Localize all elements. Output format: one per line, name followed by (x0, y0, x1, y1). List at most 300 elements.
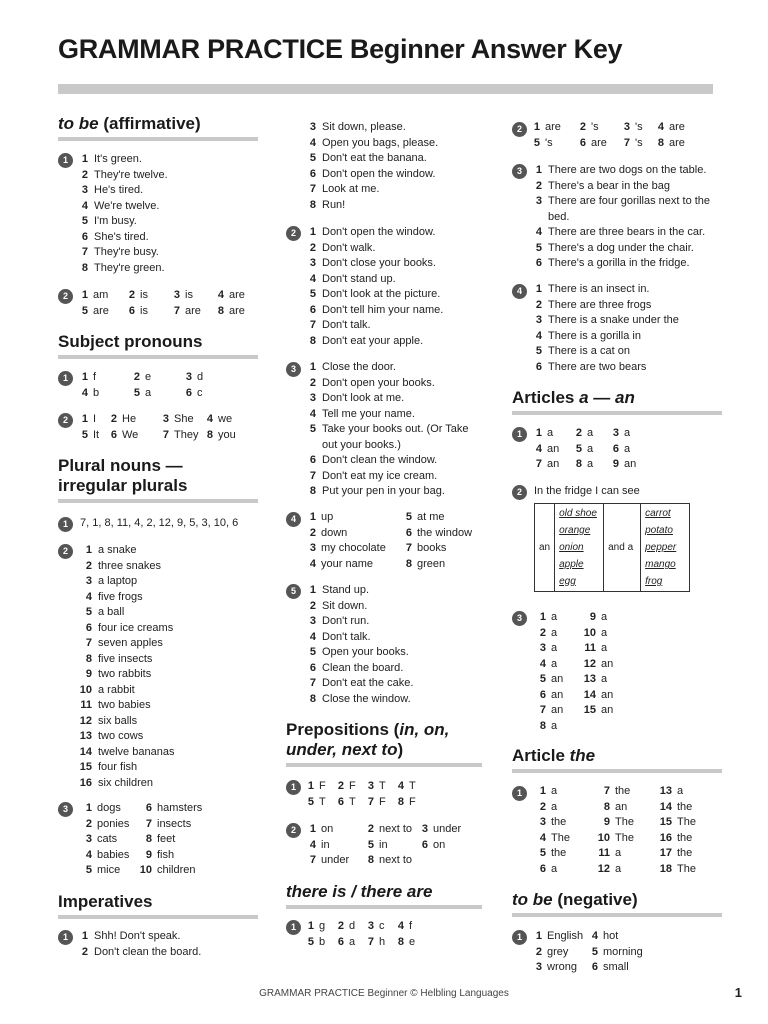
answer-item (366, 935, 385, 951)
answer-text: children (157, 864, 196, 876)
answer-text: the (615, 785, 631, 797)
item-number: 2 (579, 121, 586, 133)
answer-text: There is a snake under the (548, 314, 679, 326)
item-number: 8 (603, 800, 610, 813)
answer-text: green (417, 557, 446, 570)
page-title: GRAMMAR PRACTICE Beginner Answer Key (58, 34, 623, 64)
answer-item (596, 784, 630, 800)
item-number: 3 (539, 642, 546, 654)
exercise-number-badge: 1 (512, 427, 527, 442)
title-rule (58, 84, 713, 94)
item-number: 3 (309, 392, 316, 404)
answer-text: morning (603, 945, 643, 958)
item-number: 1 (307, 920, 314, 932)
item-number: 4 (397, 920, 404, 932)
answer-item (203, 412, 232, 428)
answer-item (596, 831, 634, 847)
item-number: 6 (591, 961, 598, 973)
answer-text: Sit down. (322, 599, 368, 612)
item-number: 7 (309, 469, 316, 482)
item-number: 2 (337, 780, 344, 792)
answer-line (306, 645, 409, 661)
exercise-number-badge: 1 (58, 371, 73, 386)
answer-text: two babies (98, 699, 151, 711)
answer-line (306, 407, 415, 423)
item-number: 2 (539, 626, 546, 639)
answer-item (78, 863, 120, 879)
answer-text: an (601, 704, 614, 716)
item-number: 3 (309, 615, 316, 627)
answer-text: under (433, 823, 462, 835)
item-number: 2 (309, 376, 316, 389)
item-number: 5 (367, 838, 374, 851)
answer-item (306, 838, 330, 854)
answer-line (78, 574, 137, 590)
answer-line (306, 484, 445, 500)
item-number: 6 (612, 442, 619, 455)
exercise-number-badge: 2 (58, 544, 73, 559)
item-number: 5 (575, 442, 582, 455)
item-number: 6 (337, 795, 344, 808)
answer-item (658, 800, 692, 816)
item-number: 5 (85, 606, 92, 618)
answer-item (532, 784, 557, 800)
answer-item (396, 935, 415, 951)
item-number: 8 (397, 795, 404, 808)
item-number: 4 (85, 590, 92, 603)
answer-item (78, 801, 121, 817)
item-number: 5 (309, 288, 316, 300)
heading-subject-pronouns (58, 332, 258, 359)
answer-line (78, 152, 142, 168)
exercise-number-badge: 2 (512, 485, 527, 500)
answer-text: h (379, 935, 386, 948)
item-number: 1 (309, 584, 316, 596)
answer-text: Sit down, please. (322, 121, 406, 133)
answer-item (78, 832, 117, 848)
heading-text: to be (512, 890, 553, 909)
item-number: 6 (421, 838, 428, 851)
answer-text: d (197, 371, 204, 383)
item-number: 5 (133, 386, 140, 399)
answer-line (532, 344, 630, 360)
heading-text: in, on, (399, 720, 450, 739)
answer-line (532, 194, 710, 210)
exercise-number-badge: 1 (58, 153, 73, 168)
item-number: 1 (535, 427, 542, 439)
item-number: 6 (579, 136, 586, 149)
answer-line (306, 630, 371, 646)
answer-item (582, 672, 607, 688)
answer-text: He's tired. (94, 184, 144, 196)
item-number: 4 (397, 780, 404, 792)
answer-text: seven apples (98, 637, 163, 649)
answer-text: a (551, 862, 558, 875)
answer-text: We (122, 428, 139, 441)
answer-item (532, 120, 561, 136)
item-number: 5 (539, 673, 546, 685)
answer-text: Take your books out. (Or Take (322, 423, 469, 435)
answer-text: F (349, 780, 356, 792)
answer-line (78, 698, 151, 714)
exercise-number-badge: 4 (286, 512, 301, 527)
answer-text: g (319, 920, 326, 932)
item-number: 1 (535, 164, 542, 176)
item-number: 7 (367, 795, 374, 808)
answer-text: the (677, 847, 693, 859)
item-number: 8 (309, 198, 316, 211)
heading-text: Article (512, 746, 570, 765)
item-number: 11 (80, 699, 92, 711)
item-number: 12 (597, 862, 610, 875)
exercise-number-badge: 1 (58, 930, 73, 945)
answer-line (78, 199, 159, 215)
heading-text: to be (58, 114, 99, 133)
item-number: 3 (367, 780, 374, 792)
answer-text: 's (591, 121, 599, 133)
answer-item (170, 288, 193, 304)
answer-line (306, 438, 401, 454)
item-number: 4 (85, 848, 92, 861)
answer-line (306, 318, 371, 334)
answer-item (532, 457, 559, 473)
answer-line (78, 776, 153, 792)
answer-item (532, 800, 557, 816)
item-number: 1 (535, 283, 542, 295)
answer-line (306, 272, 396, 288)
item-number: 8 (206, 428, 213, 441)
answer-item (364, 838, 388, 854)
answer-text: It (93, 428, 100, 441)
answer-item (159, 412, 194, 428)
answer-item (336, 779, 356, 795)
answer-text: the (551, 816, 567, 828)
answer-text: are (669, 136, 685, 149)
item-number: 12 (79, 714, 92, 727)
answer-text: There's a dog under the chair. (548, 241, 694, 254)
answer-text: English (547, 930, 584, 942)
answer-text: Don't stand up. (322, 272, 396, 285)
item-number: 5 (307, 795, 314, 808)
item-number: 2 (535, 179, 542, 192)
answer-text: b (319, 935, 326, 948)
answer-text: a (624, 427, 631, 439)
answer-line (532, 210, 569, 226)
item-number: 1 (81, 371, 88, 383)
answer-text: a (677, 785, 684, 797)
item-number: 6 (81, 230, 88, 243)
answer-item (532, 626, 557, 642)
answer-line (532, 225, 705, 241)
table-cell: and a (604, 504, 641, 592)
item-number: 8 (367, 854, 374, 866)
answer-text: a (349, 935, 356, 948)
table-cell: an (535, 504, 555, 592)
item-number: 7 (367, 935, 374, 948)
answer-item (402, 541, 446, 557)
answer-line (306, 198, 345, 214)
heading-text: ) (397, 740, 404, 759)
item-number: 4 (81, 199, 88, 212)
answer-text: small (603, 961, 629, 973)
answer-text: We're twelve. (94, 199, 160, 212)
item-number: 3 (535, 961, 542, 973)
answer-item (78, 848, 129, 864)
item-number: 6 (535, 257, 542, 269)
item-number: 2 (85, 817, 92, 830)
answer-item (532, 960, 577, 976)
answer-item (656, 136, 685, 152)
answer-item (306, 541, 386, 557)
answer-item (306, 822, 333, 838)
answer-line (532, 241, 694, 257)
answer-text: c (379, 920, 385, 932)
answer-text: Don't talk. (322, 630, 371, 643)
answer-text: There is a cat on (548, 345, 630, 357)
answer-text: F (319, 780, 326, 792)
answer-text: Tell me your name. (322, 407, 415, 420)
item-number: 4 (535, 329, 542, 342)
item-number: 1 (309, 226, 316, 238)
item-number: 5 (535, 241, 542, 254)
answer-text: Close the window. (322, 692, 411, 705)
item-number: 10 (597, 831, 610, 844)
answer-item (366, 919, 385, 935)
answer-item (622, 136, 643, 152)
item-number: 11 (584, 642, 596, 654)
item-number: 7 (173, 304, 180, 317)
item-number: 5 (81, 304, 88, 317)
answer-item (588, 960, 629, 976)
item-number: 5 (535, 345, 542, 357)
answer-text: is (140, 304, 148, 317)
exercise-number-badge: 2 (286, 823, 301, 838)
item-number: 4 (81, 386, 88, 399)
exercise-number-badge: 4 (512, 284, 527, 299)
item-number: 8 (397, 935, 404, 948)
item-number: 1 (533, 121, 540, 133)
answer-item (656, 120, 685, 136)
heading-to-be-affirmative (58, 114, 258, 141)
answer-text: d (349, 920, 356, 932)
answer-text: It's green. (94, 153, 142, 165)
answer-item (138, 832, 175, 848)
answer-item (366, 779, 386, 795)
answer-item (532, 831, 570, 847)
answer-text: an (615, 800, 628, 813)
answer-item (532, 610, 557, 626)
answer-text: a (601, 673, 608, 685)
item-number: 6 (309, 303, 316, 316)
answer-item (402, 526, 472, 542)
item-number: 1 (539, 611, 546, 623)
answer-text: Don't open the window. (322, 226, 436, 238)
item-number: 3 (309, 121, 316, 133)
answer-item (78, 428, 99, 444)
answer-text: a (601, 642, 608, 654)
heading-article-the (512, 746, 722, 773)
answer-item (203, 428, 236, 444)
answer-item (214, 304, 245, 320)
item-number: 16 (79, 776, 92, 789)
answer-text: T (349, 795, 356, 808)
answer-line (78, 667, 151, 683)
answer-line (78, 760, 137, 776)
item-number: 3 (173, 289, 180, 301)
answer-text: next to (379, 854, 413, 866)
answer-text: There is a gorilla in (548, 329, 641, 342)
item-number: 7 (405, 542, 412, 554)
answer-item (306, 779, 326, 795)
item-number: 6 (145, 802, 152, 814)
answer-line (306, 120, 406, 136)
answer-line (78, 929, 181, 945)
answer-item (532, 862, 557, 878)
heading-imperatives (58, 892, 258, 919)
item-number: 7 (535, 458, 542, 470)
answer-text: an (547, 442, 560, 455)
answer-text: They're green. (94, 261, 165, 274)
item-number: 7 (145, 817, 152, 830)
answer-text: They (174, 428, 199, 441)
answer-text: three snakes (98, 559, 161, 572)
answer-text: a (551, 626, 558, 639)
answer-line (78, 621, 173, 637)
answer-text: Don't walk. (322, 241, 376, 254)
item-number: 1 (85, 802, 92, 814)
answer-item (170, 304, 201, 320)
answer-text: T (379, 780, 386, 792)
answer-line (78, 636, 163, 652)
answer-line (78, 168, 168, 184)
item-number: 4 (309, 838, 316, 851)
item-number: 2 (81, 945, 88, 958)
exercise-number-badge: 2 (58, 289, 73, 304)
answer-text: Don't look at me. (322, 392, 405, 404)
answer-line (306, 661, 403, 677)
answer-text: Don't clean the board. (94, 945, 202, 958)
answer-item (130, 370, 151, 386)
answer-text: wrong (547, 961, 577, 973)
answer-item (78, 288, 108, 304)
item-number: 1 (307, 780, 314, 792)
answer-item (582, 610, 607, 626)
answer-item (532, 672, 563, 688)
answer-item (336, 919, 355, 935)
heading-text: a — an (579, 388, 635, 407)
item-number: 9 (85, 668, 92, 680)
answer-item (78, 370, 96, 386)
answer-item (532, 688, 563, 704)
answer-line (532, 298, 651, 314)
answer-text: on (321, 823, 334, 835)
item-number: 6 (309, 167, 316, 180)
heading-text: Subject pronouns (58, 332, 203, 351)
item-number: 8 (309, 692, 316, 705)
item-number: 17 (659, 847, 672, 859)
heading-text: irregular plurals (58, 476, 188, 495)
item-number: 3 (309, 257, 316, 269)
answer-text: four ice creams (98, 621, 174, 634)
answer-text: Don't open your books. (322, 376, 435, 389)
answer-item (582, 688, 613, 704)
item-number: 8 (81, 261, 88, 274)
exercise-number-badge: 2 (58, 413, 73, 428)
answer-item (182, 386, 203, 402)
item-number: 5 (309, 152, 316, 164)
answer-text: the (551, 847, 567, 859)
answer-text: an (601, 657, 614, 670)
answer-text: five frogs (98, 590, 143, 603)
item-number: 4 (539, 831, 546, 844)
item-number: 5 (309, 646, 316, 658)
exercise-number-badge: 1 (286, 920, 301, 935)
answer-text: T (319, 795, 326, 808)
answer-text: I'm busy. (94, 215, 137, 227)
item-number: 1 (81, 153, 88, 165)
answer-item (78, 304, 109, 320)
answer-text: The (677, 816, 696, 828)
item-number: 1 (81, 930, 88, 942)
answer-text: I (93, 413, 97, 425)
answer-line (306, 583, 369, 599)
heading-plural-nouns (58, 456, 258, 503)
item-number: 5 (307, 935, 314, 948)
answer-line (532, 360, 646, 376)
answer-line (306, 136, 438, 152)
heading-text: there is / there are (286, 882, 433, 901)
item-number: 5 (85, 864, 92, 876)
answer-text: There are three frogs (548, 298, 652, 311)
answer-item (582, 626, 607, 642)
answer-item (609, 457, 636, 473)
answer-item (396, 779, 416, 795)
answer-text: babies (97, 848, 130, 861)
answer-item (125, 288, 148, 304)
answer-line (306, 360, 396, 376)
answer-text: f (93, 371, 97, 383)
heading-text: (affirmative) (98, 114, 201, 133)
item-number: 3 (185, 371, 192, 383)
exercise-number-badge: 1 (512, 930, 527, 945)
item-number: 4 (309, 407, 316, 420)
answer-line (306, 469, 437, 485)
item-number: 4 (591, 930, 598, 942)
exercise-number-badge: 3 (58, 802, 73, 817)
answer-text: are (545, 121, 561, 133)
answer-text: a (587, 427, 594, 439)
item-number: 9 (589, 611, 596, 623)
item-number: 7 (603, 785, 610, 797)
item-number: 6 (185, 386, 192, 399)
item-number: 2 (85, 559, 92, 572)
item-number: 1 (81, 413, 88, 425)
item-number: 4 (309, 136, 316, 149)
item-number: 1 (535, 930, 542, 942)
item-number: 4 (309, 630, 316, 643)
item-number: 2 (535, 945, 542, 958)
item-number: 5 (309, 423, 316, 435)
answer-text: There's a bear in the bag (548, 179, 670, 192)
answer-text: Open your books. (322, 646, 409, 658)
answer-text: you (218, 428, 236, 441)
item-number: 3 (421, 823, 428, 835)
answer-item (418, 822, 461, 838)
item-number: 2 (133, 371, 140, 383)
answer-text: a (551, 719, 558, 732)
item-number: 6 (85, 621, 92, 634)
item-number: 3 (81, 184, 88, 196)
